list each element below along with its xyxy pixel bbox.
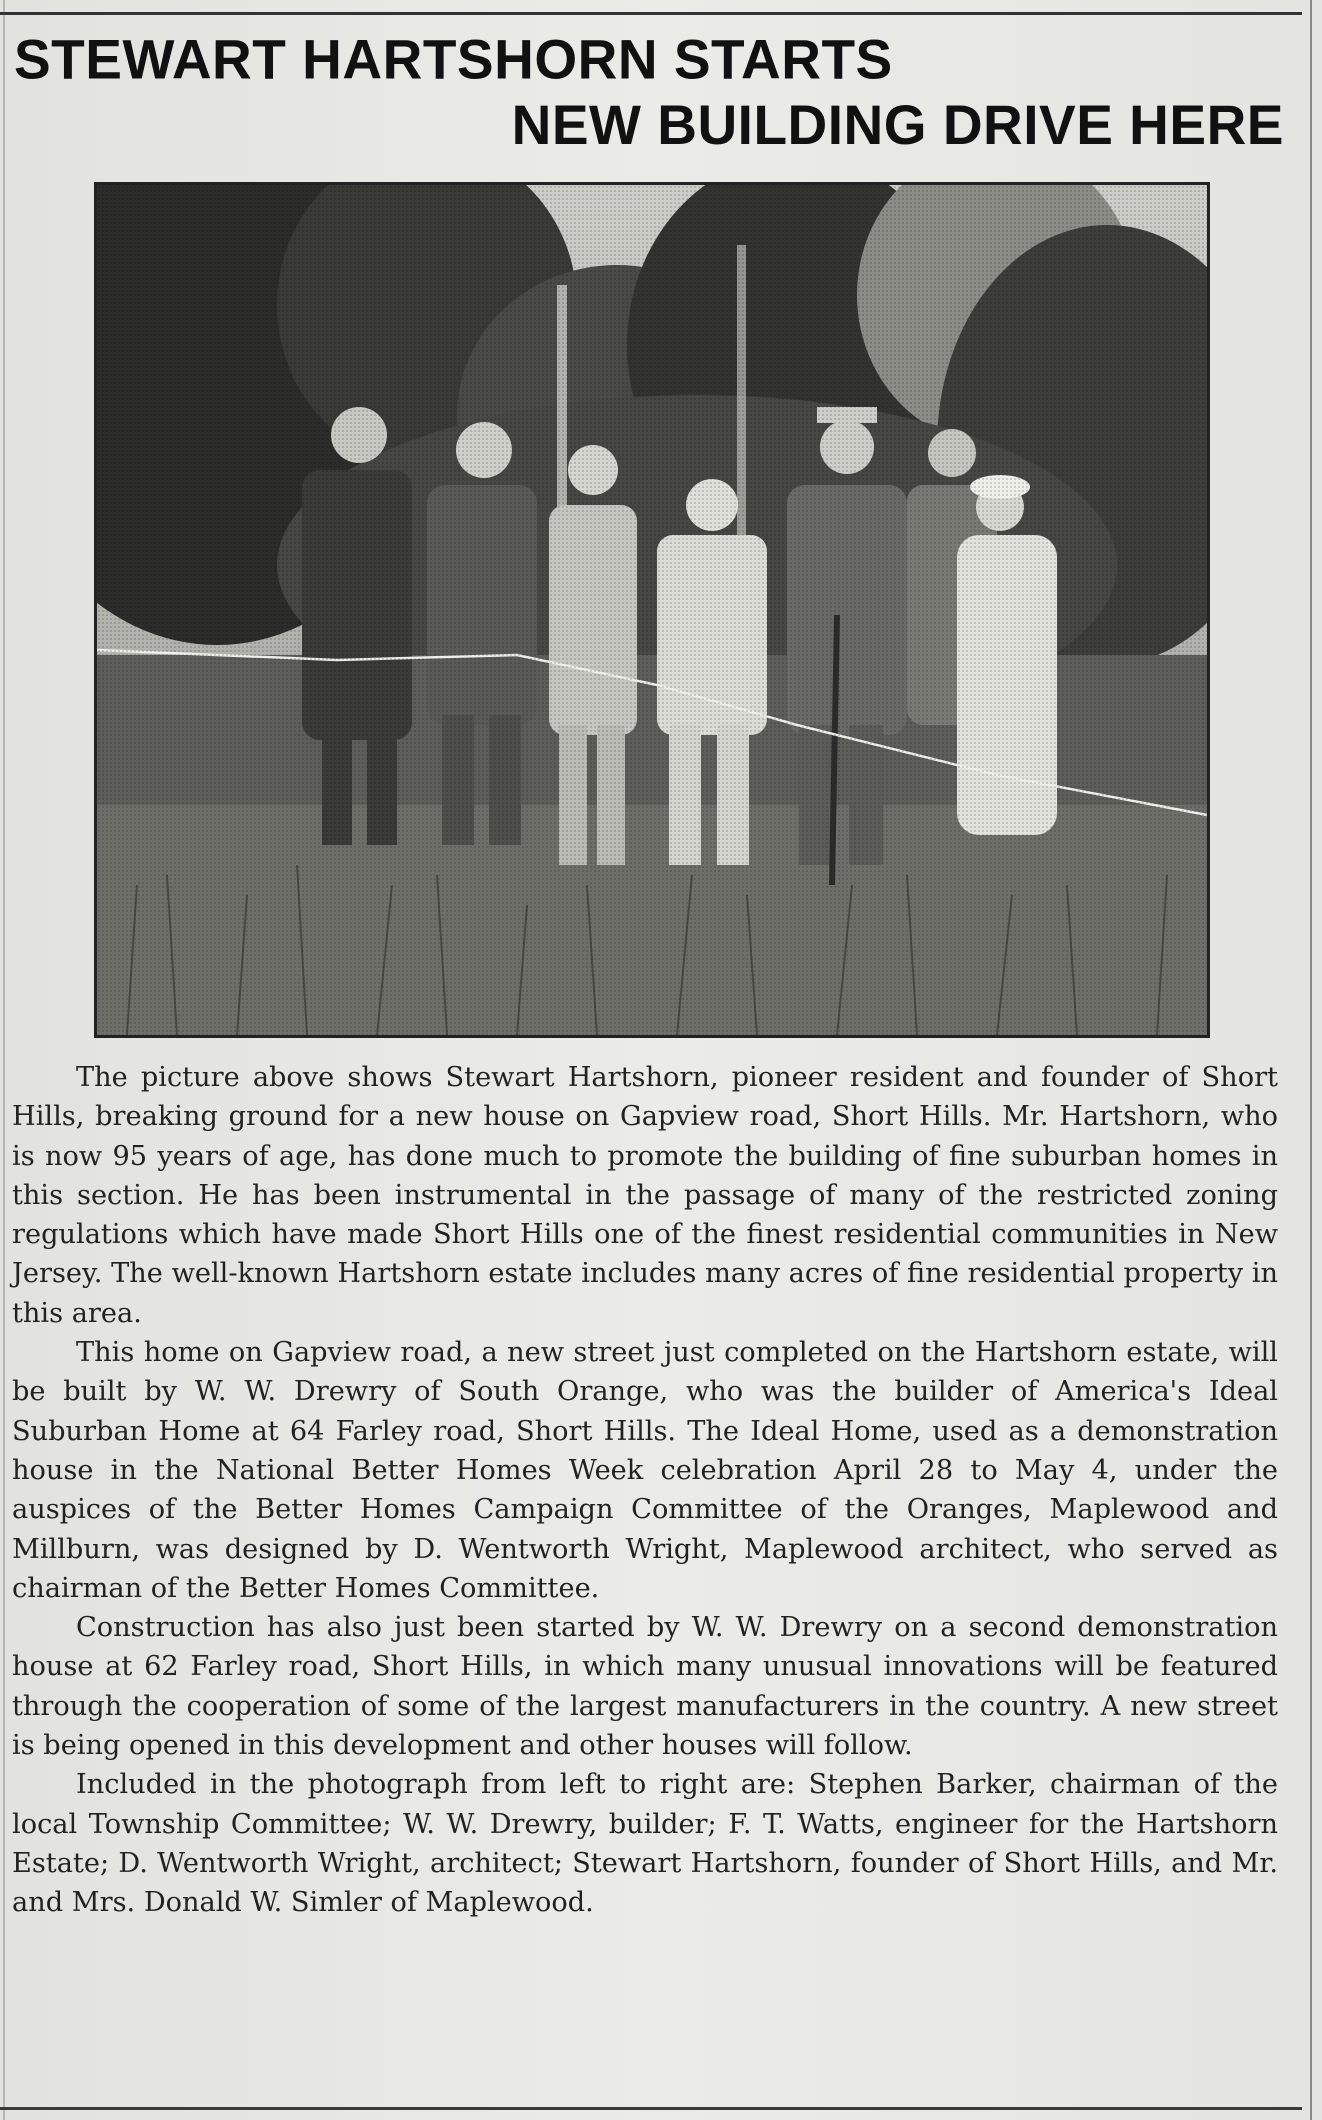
top-border-rule xyxy=(0,12,1302,15)
photograph-of-group-at-building-site-icon xyxy=(97,185,1207,1035)
headline xyxy=(14,27,1284,158)
article-paragraph-3: Construction has also just been started by W. W. Drewry on a second demonstration house at 62 Farley road, Short Hills, in which many unusual innovations will be featured through the cooperation of some of the largest manufacturers in the country. A new street is being opened in this development and other houses will follow. xyxy=(12,1612,1278,1762)
article-body xyxy=(12,1058,1278,1923)
right-border-rule xyxy=(1310,0,1312,2120)
headline-line-2: NEW BUILDING DRIVE HERE xyxy=(511,93,1284,157)
headline-line-1: STEWART HARTSHORN STARTS xyxy=(14,27,893,91)
article-paragraph-4: Included in the photograph from left to right are: Stephen Barker, chairman of the local Township Committee; W. W. Drewry, builder; F. T. Watts, engineer for the Hartshorn Estate; D. Wentworth Wright, architect; Stewart Hartshorn, founder of Short Hills, and Mr. and Mrs. Donald W. Simler of Maplewood. xyxy=(12,1769,1278,1919)
news-photograph xyxy=(94,182,1210,1038)
left-border-rule xyxy=(3,0,5,2120)
article-paragraph-2: This home on Gapview road, a new street just completed on the Hartshorn estate, will be built by W. W. Drewry of South Orange, who was the builder of America's Ideal Suburban Home at 64 Farley road, Short Hills. The Ideal Home, used as a demonstration house in the National Better Homes Week celebration April 28 to May 4, under the auspices of the Better Homes Campaign Committee of the Oranges, Maplewood and Millburn, was designed by D. Wentworth Wright, Maplewood architect, who served as chairman of the Better Homes Committee. xyxy=(12,1337,1278,1604)
article-paragraph-1: The picture above shows Stewart Hartshorn, pioneer resident and founder of Short Hills, breaking ground for a new house on Gapview road, Short Hills. Mr. Hartshorn, who is now 95 years of age, has done much to promote the building of fine suburban homes in this section. He has been instrumental in the passage of many of the restricted zoning regulations which have made Short Hills one of the finest residential communities in New Jersey. The well-known Hartshorn estate includes many acres of fine residential property in this area. xyxy=(12,1062,1278,1329)
bottom-border-rule xyxy=(0,2107,1302,2110)
